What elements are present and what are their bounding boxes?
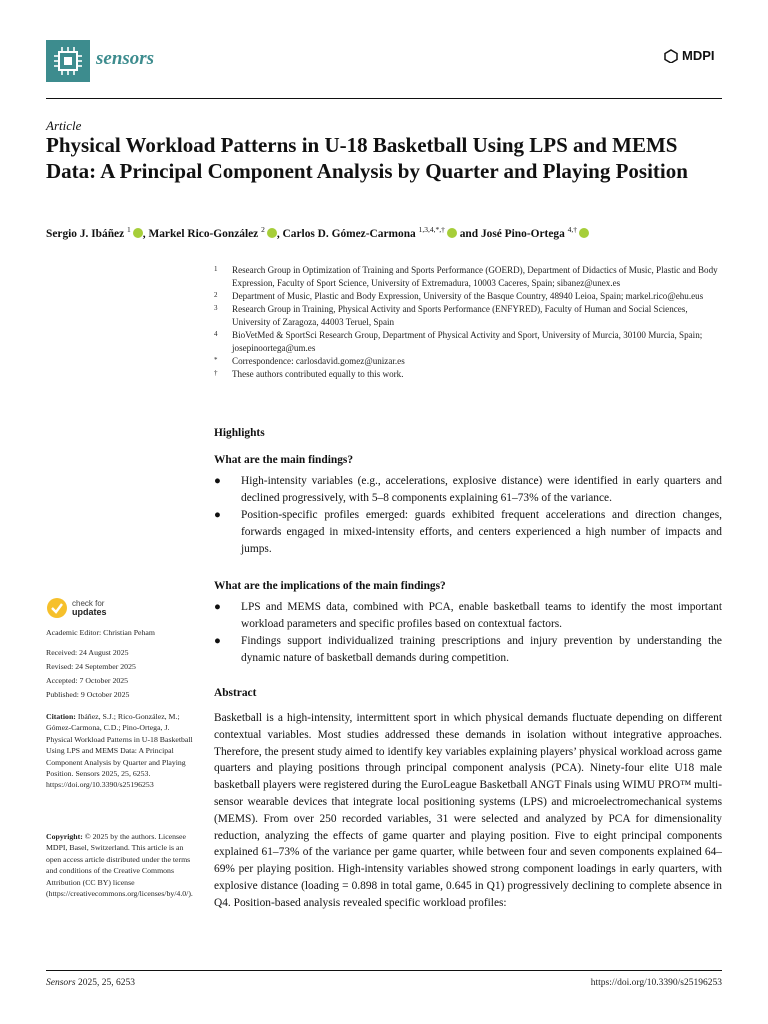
affiliation-number: * <box>214 356 218 364</box>
affiliation-item <box>214 303 724 329</box>
affiliation-item <box>214 355 724 368</box>
journal-name: sensors <box>96 48 155 69</box>
list-item <box>214 473 722 507</box>
affiliation-number: 3 <box>214 304 218 312</box>
article-type: Article <box>46 118 82 133</box>
author-list: Sergio J. Ibáñez $^1$ , Markel Rico-González $^2$ , Carlos D. Gómez-Carmona $^{1,3,4,*,\dagger}$ and José Pino-Ortega $^{4,\dagger}$ <box>46 225 722 240</box>
author-affil-sup: 4,† <box>567 225 577 234</box>
check-line-2: updates <box>72 607 107 617</box>
list-item-text: High-intensity variables (e.g., accelerations, explosive distance) were identified in early quarters and declined progressively, with 5–8 components explaining 61–73% of the variance. <box>241 475 722 504</box>
copyright-block <box>46 831 196 899</box>
list-item <box>214 633 722 667</box>
orcid-icon[interactable] <box>133 228 143 238</box>
footer-journal: Sensors <box>46 978 76 988</box>
author-name: Sergio J. Ibáñez <box>46 227 125 240</box>
copyright-text: © 2025 by the authors. Licensee MDPI, Basel, Switzerland. This article is an open access article distributed under the terms and conditions of the Creative Commons Attribution (CC BY) license (https://creativecommons.org/licenses/by/4.0/). <box>46 832 193 899</box>
correspondence-text: Correspondence: carlosdavid.gomez@unizar.es <box>232 356 405 366</box>
author-name: Markel Rico-González <box>148 227 259 240</box>
orcid-icon[interactable] <box>579 228 589 238</box>
affiliation-text: Department of Music, Plastic and Body Expression, University of the Basque Country, 48940 Leioa, Spain; markel.rico@ehu.eus <box>232 291 704 301</box>
implications-list <box>214 599 722 667</box>
list-item <box>214 507 722 558</box>
affiliation-text: Research Group in Training, Physical Activity and Sports Performance (ENFYRED), Faculty of Human and Social Sciences, University of Zaragoza, 44003 Teruel, Spain <box>232 304 688 327</box>
highlights-heading: Highlights <box>214 427 265 439</box>
citation-text: Ibáñez, S.J.; Rico-González, M.; Gómez-Carmona, C.D.; Pino-Ortega, J. Physical Workload Patterns in U-18 Basketball Using LPS and MEMS Data: A Principal Component Analysis by Quarter and Playing Position. Sensors 2025, 25, 6253. https://doi.org/10.3390/s25196253 <box>46 712 193 790</box>
bullet-icon: ● <box>214 635 221 647</box>
check-for-updates-label <box>72 599 107 617</box>
copyright-label: Copyright: <box>46 832 83 841</box>
publisher-name: MDPI <box>682 48 715 63</box>
list-item-text: Position-specific profiles emerged: guards exhibited frequent accelerations and direction changes, forwards engaged in mixed-intensity efforts, and centers experienced a high number of impacts and jumps. <box>241 509 722 555</box>
affiliation-item <box>214 264 724 290</box>
implications-question: What are the implications of the main findings? <box>214 580 446 592</box>
orcid-icon[interactable] <box>267 228 277 238</box>
equal-contribution-note: These authors contributed equally to this work. <box>232 369 404 379</box>
academic-editor: Academic Editor: Christian Peham <box>46 628 155 637</box>
affiliation-item <box>214 290 724 303</box>
check-updates-icon <box>46 597 68 619</box>
mdpi-logo-icon <box>664 49 678 63</box>
check-for-updates-badge[interactable] <box>46 597 107 619</box>
published-date: Published: 9 October 2025 <box>46 690 130 699</box>
affiliation-item <box>214 329 724 355</box>
findings-question: What are the main findings? <box>214 454 354 466</box>
orcid-icon[interactable] <box>447 228 457 238</box>
author-name: Carlos D. Gómez-Carmona <box>282 227 416 240</box>
affiliation-number: † <box>214 369 218 377</box>
author-affil-sup: 2 <box>261 225 265 234</box>
header-divider <box>46 98 722 99</box>
findings-list <box>214 473 722 558</box>
citation-label: Citation: <box>46 712 76 721</box>
bullet-icon: ● <box>214 509 221 521</box>
affiliations <box>214 264 724 381</box>
affiliation-number: 2 <box>214 291 218 299</box>
mdpi-logo <box>664 48 715 63</box>
accepted-date: Accepted: 7 October 2025 <box>46 676 129 685</box>
author-name: José Pino-Ortega <box>480 227 565 240</box>
affiliation-text: Research Group in Optimization of Training and Sports Performance (GOERD), Department of Didactics of Music, Plastic and Body Expression, Faculty of Sport Science, University of Extremadura, 10003 Caceres, Spain; sibanez@unex.es <box>232 265 718 288</box>
citation-block <box>46 711 196 791</box>
received-date: Received: 24 August 2025 <box>46 648 129 657</box>
revised-date: Revised: 24 September 2025 <box>46 662 136 671</box>
article-title: Physical Workload Patterns in U-18 Basketball Using LPS and MEMS Data: A Principal Component Analysis by Quarter and Playing Position <box>46 133 688 183</box>
author-affil-sup: 1 <box>127 225 131 234</box>
list-item-text: LPS and MEMS data, combined with PCA, enable basketball teams to identify the most important workload parameters and specific profiles based on contextual factors. <box>241 601 722 630</box>
sensors-logo-icon <box>46 40 90 82</box>
affiliation-item <box>214 368 724 381</box>
abstract-heading: Abstract <box>214 687 257 699</box>
footer-divider <box>46 970 722 971</box>
bullet-icon: ● <box>214 475 221 487</box>
affiliation-number: 1 <box>214 265 218 273</box>
footer-citation <box>46 978 135 988</box>
authors-and: and <box>459 227 479 240</box>
abstract-text: Basketball is a high-intensity, intermittent sport in which physical demands fluctuate depending on different contextual variables. Most studies addressed these demands in isolation without integrative approaches. Therefore, the present study aimed to identify key variables explaining players’ physical workload across game quarters and playing positions through principal component analysis (PCA). Ninety-four elite U18 male basketball players were registered during the EuroLeague Basketball ANGT Finals using WIMU PRO™ multi-sensor wearable devices that integrate local positioning systems (LPS) and microelectromechanical systems (MEMS). From over 250 recorded variables, 31 were selected and analyzed by PCA for dimensionality reduction, analyzing the effects of game quarter and playing position. Five to eight principal components explained 61–73% of the variance per game quarter, while between four and seven components explained 64–69% per playing position. High-intensity variables showed strong component loadings in early quarters, with explosive distance (loading = 0.898 in total game, 0.645 in Q1) progressively declining to complete absence in Q4. Position-based analysis revealed specific workload profiles: <box>214 712 722 909</box>
check-line-1: check for <box>72 599 105 608</box>
footer-year-volume: 2025, 25, 6253 <box>77 978 135 988</box>
list-item-text: Findings support individualized training prescriptions and injury prevention by understanding the dynamic nature of basketball demands during competition. <box>241 635 722 664</box>
bullet-icon: ● <box>214 601 221 613</box>
author-affil-sup: 1,3,4,*,† <box>418 225 445 234</box>
list-item <box>214 599 722 633</box>
affiliation-text: BioVetMed & SportSci Research Group, Department of Physical Activity and Sport, University of Murcia, 30100 Murcia, Spain; josepinoortega@um.es <box>232 330 703 353</box>
footer-doi-link[interactable]: https://doi.org/10.3390/s25196253 <box>590 978 722 988</box>
affiliation-number: 4 <box>214 330 218 338</box>
